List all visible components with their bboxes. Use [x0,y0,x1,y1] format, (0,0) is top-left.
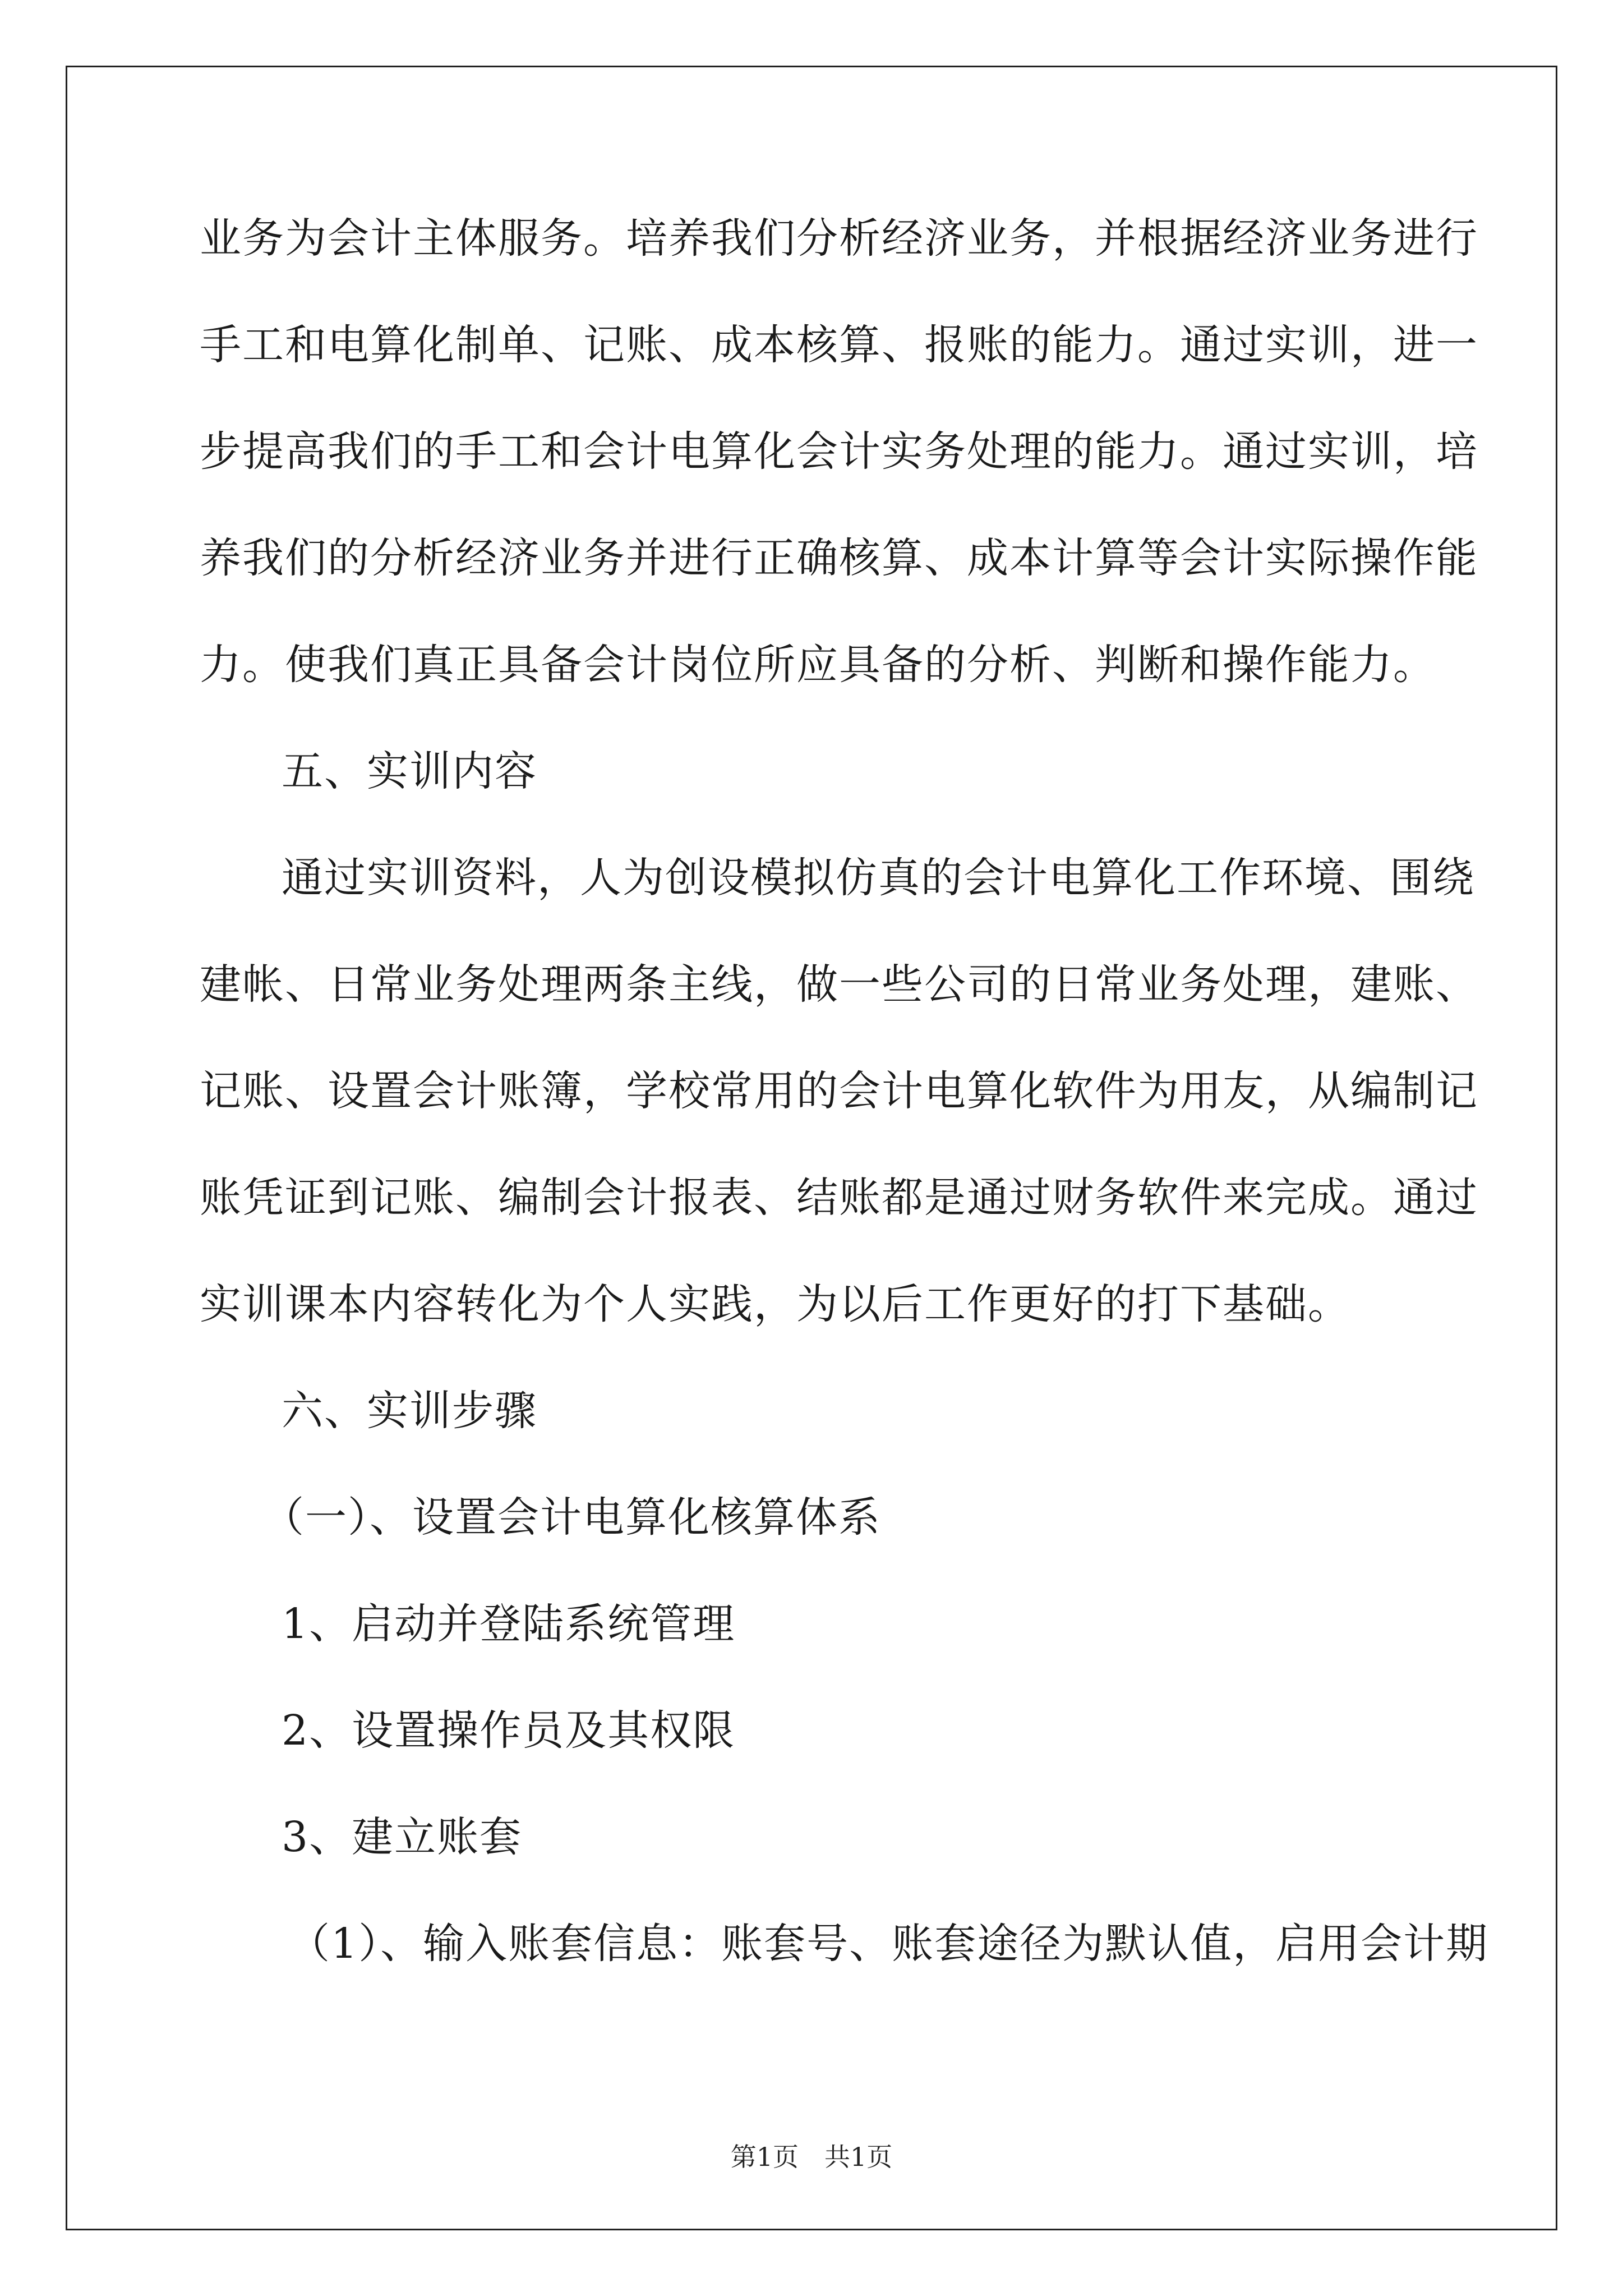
body-paragraph-line: 业务为会计主体服务。培养我们分析经济业务，并根据经济业务进行 [200,214,1478,263]
step-item: 3、建立账套 [282,1813,523,1861]
body-paragraph-line: 养我们的分析经济业务并进行正确核算、成本计算等会计实际操作能 [200,534,1478,582]
body-paragraph-line: 实训课本内容转化为个人实践，为以后工作更好的打下基础。 [200,1280,1350,1328]
body-paragraph-line: 建帐、日常业务处理两条主线，做一些公司的日常业务处理，建账、 [200,960,1478,1009]
step-item: 1、启动并登陆系统管理 [282,1600,736,1648]
step-item: 2、设置操作员及其权限 [282,1706,736,1755]
page-number-footer: 第1页 共1页 [730,2142,893,2172]
section-heading: 五、实训内容 [282,747,537,795]
step-subitem: （1）、输入账套信息：账套号、账套途径为默认值，启用会计期 [288,1920,1489,1968]
body-paragraph-line: 力。使我们真正具备会计岗位所应具备的分析、判断和操作能力。 [200,641,1436,689]
body-paragraph-line: 账凭证到记账、编制会计报表、结账都是通过财务软件来完成。通过 [200,1174,1478,1222]
subsection-heading: （一）、设置会计电算化核算体系 [262,1493,881,1542]
body-paragraph-line: 步提高我们的手工和会计电算化会计实务处理的能力。通过实训，培 [200,427,1478,476]
body-paragraph-line: 记账、设置会计账簿，学校常用的会计电算化软件为用友，从编制记 [200,1067,1478,1115]
body-paragraph-line: 手工和电算化制单、记账、成本核算、报账的能力。通过实训，进一 [200,321,1478,369]
section-heading: 六、实训步骤 [282,1387,537,1435]
page-border [66,66,1557,2230]
body-paragraph-line: 通过实训资料，人为创设模拟仿真的会计电算化工作环境、围绕 [282,854,1475,902]
